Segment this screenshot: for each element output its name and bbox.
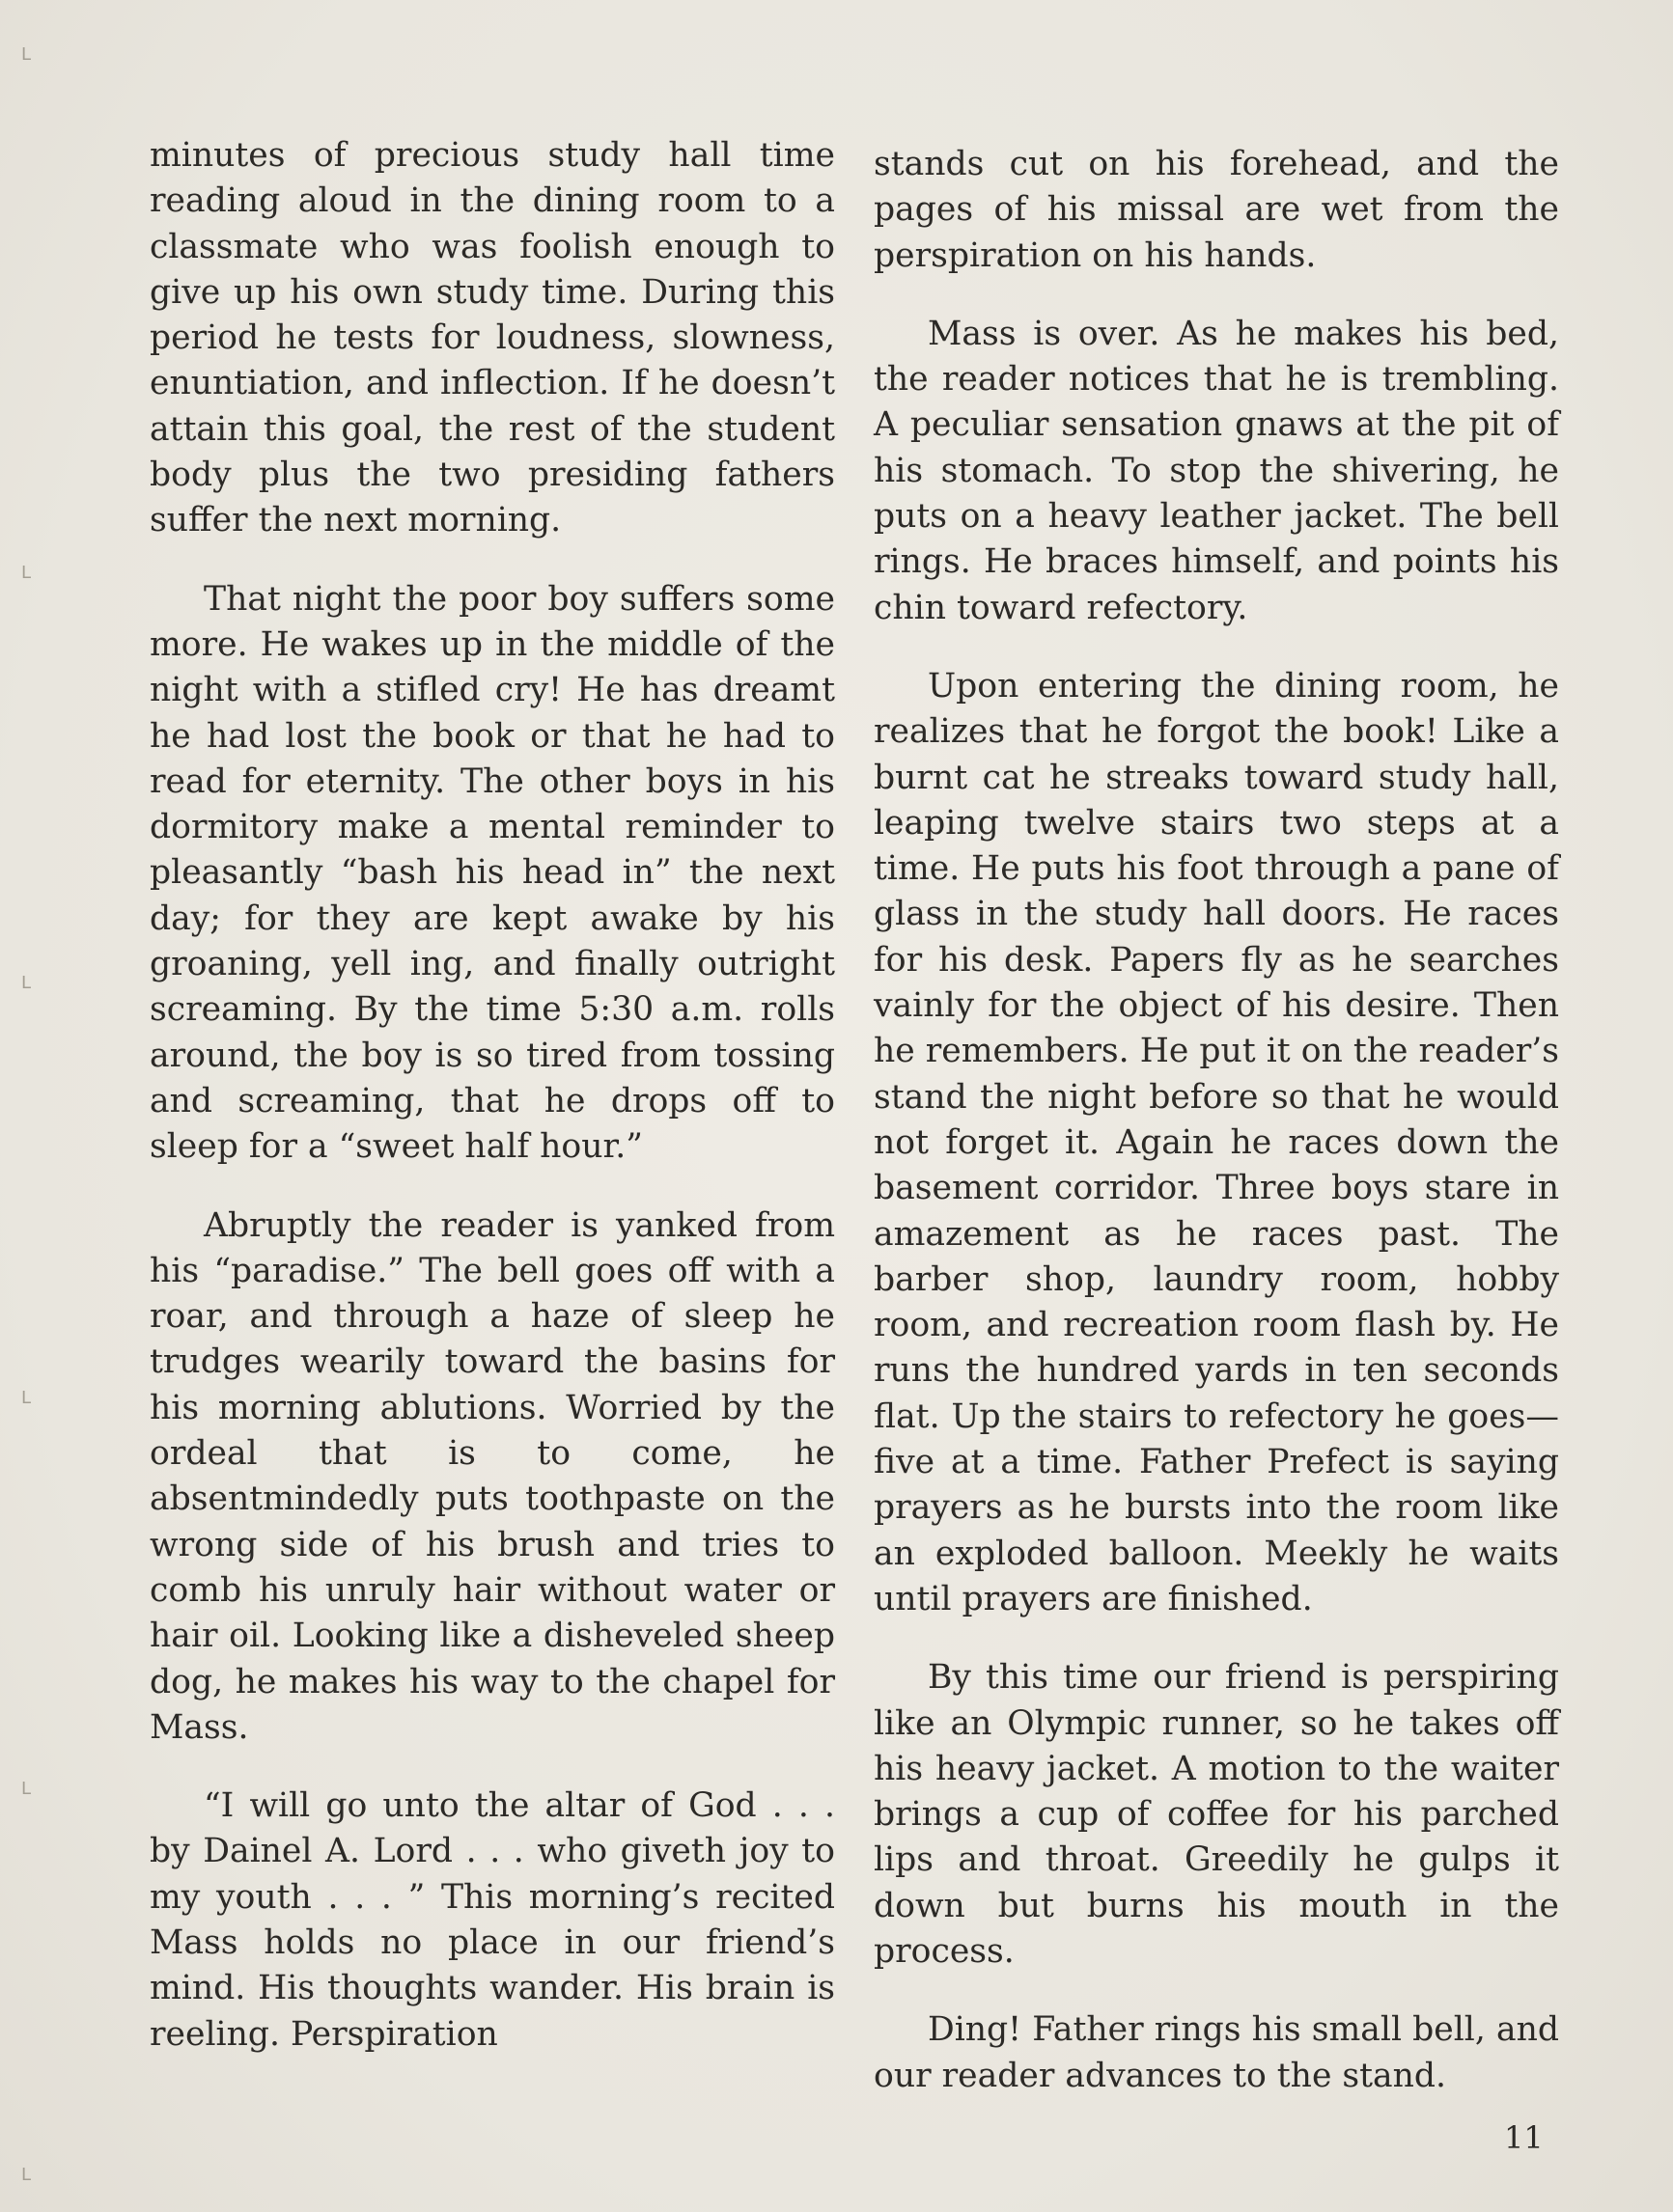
right-text-column <box>874 142 1559 2132</box>
paragraph: minutes of precious study hall time reading aloud in the dining room to a classmate who was foolish enough to give up his own study time. During this period he tests for loudness, slowness, enuntiation, and inflection. If he doesn’t attain this goal, the rest of the student body plus the two presiding fathers suffer the next morning. <box>150 136 835 540</box>
binding-hole-mark: ᒪ <box>21 44 32 65</box>
binding-hole-mark: ᒪ <box>21 1779 32 1799</box>
paragraph: Upon entering the dining room, he realizes that he forgot the book! Like a burnt cat he streaks toward study hall, leaping twelve stairs two steps at a time. He puts his foot through a pane of glass in the study hall doors. He races for his desk. Papers fly as he searches vainly for the object of his desire. Then he remembers. He put it on the reader’s stand the night before so that he would not forget it. Again he races down the basement corridor. Three boys stare in amazement as he races past. The barber shop, laundry room, hobby room, and recreation room flash by. He runs the hundred yards in ten seconds flat. Up the stairs to refectory he goes—five at a time. Father Prefect is saying prayers as he bursts into the room like an exploded balloon. Meekly he waits until prayers are finished. <box>874 666 1559 1618</box>
paragraph: Abruptly the reader is yanked from his “paradise.” The bell goes off with a roar, and through a haze of sleep he trudges wearily toward the basins for his morning ablutions. Worried by the ordeal that is to come, he absentmindedly puts toothpaste on the wrong side of his brush and tries to comb his unruly hair without water or hair oil. Looking like a disheveled sheep dog, he makes his way to the chapel for Mass. <box>150 1205 835 1747</box>
left-text-column <box>150 133 835 2090</box>
binding-hole-mark: ᒪ <box>21 563 32 583</box>
paragraph: “I will go unto the altar of God . . . by Dainel A. Lord . . . who giveth joy to my youth . . . ” This morning’s recited Mass holds no place in our friend’s mind. His thoughts wander. His brain is reeling. Perspiration <box>150 1786 835 2054</box>
paragraph: Mass is over. As he makes his bed, the reader notices that he is trembling. A peculiar sensation gnaws at the pit of his stomach. To stop the shivering, he puts on a heavy leather jacket. The bell rings. He braces himself, and points his chin toward refectory. <box>874 314 1559 627</box>
paragraph: That night the poor boy suffers some more. He wakes up in the middle of the night with a stifled cry! He has dreamt he had lost the book or that he had to read for eternity. The other boys in his dormitory make a mental reminder to pleasantly “bash his head in” the next day; for they are kept awake by his groaning, yell ing, and finally outright screaming. By the time 5:30 a.m. rolls around, the boy is so tired from tossing and screaming, that he drops off to sleep for a “sweet half hour.” <box>150 579 835 1167</box>
paragraph: Ding! Father rings his small bell, and our reader advances to the stand. <box>874 2010 1559 2095</box>
paragraph: By this time our friend is perspiring like an Olympic runner, so he takes off his heavy jacket. A motion to the waiter brings a cup of coffee for his parched lips and throat. Greedily he gulps it down but burns his mouth in the process. <box>874 1658 1559 1971</box>
binding-hole-mark: ᒪ <box>21 2165 32 2185</box>
binding-hole-mark: ᒪ <box>21 1388 32 1408</box>
binding-hole-mark: ᒪ <box>21 973 32 993</box>
paragraph: stands cut on his forehead, and the pages of his missal are wet from the perspiration on his hands. <box>874 145 1559 275</box>
page-number: 11 <box>1504 2119 1544 2156</box>
